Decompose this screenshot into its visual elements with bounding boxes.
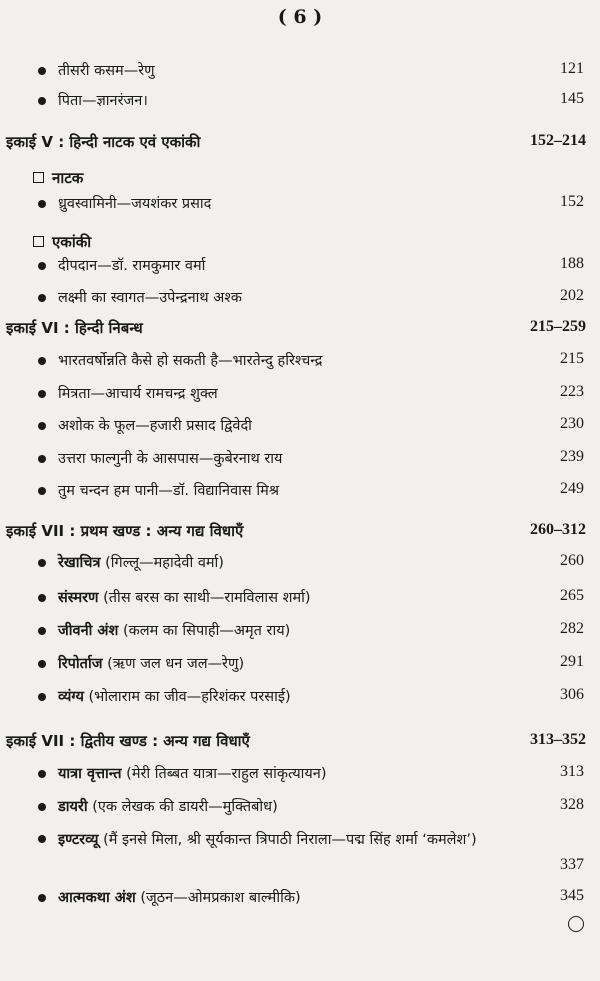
entry-title: पिता—ज्ञानरंजन। xyxy=(58,93,148,109)
entry-title xyxy=(58,887,301,907)
entry-page-number: 265 xyxy=(560,587,584,604)
entry-page-number: 145 xyxy=(560,90,584,107)
entry-work: (भोलाराम का जीव—हरिशंकर परसाई) xyxy=(83,689,291,705)
toc-entry xyxy=(0,350,600,380)
bullet-icon xyxy=(38,294,46,302)
entry-genre: इण्टरव्यू xyxy=(58,832,99,848)
toc-entry xyxy=(0,383,600,413)
entry-page-number: 313 xyxy=(560,763,584,780)
toc-entry xyxy=(0,796,600,826)
entry-page-number: 202 xyxy=(560,287,584,304)
unit-heading xyxy=(0,318,600,348)
toc-entry xyxy=(0,90,600,120)
checkbox-square-icon xyxy=(33,236,44,247)
page-number: ( 6 ) xyxy=(277,6,323,28)
entry-page-number: 215–259 xyxy=(530,318,586,335)
entry-title: इकाई VII : प्रथम खण्ड : अन्य गद्य विधाएँ xyxy=(6,522,244,540)
entry-title: दीपदान—डॉ. रामकुमार वर्मा xyxy=(58,258,206,274)
bullet-icon xyxy=(38,835,46,843)
entry-title xyxy=(58,763,327,783)
toc-entry xyxy=(0,287,600,317)
toc-entry xyxy=(0,587,600,617)
entry-title: तुम चन्दन हम पानी—डॉ. विद्यानिवास मिश्र xyxy=(58,483,280,499)
entry-genre: डायरी xyxy=(58,799,88,815)
bullet-icon xyxy=(38,693,46,701)
entry-page-number: 230 xyxy=(560,415,584,432)
bullet-icon xyxy=(38,627,46,635)
toc-entry xyxy=(0,193,600,223)
entry-title: नाटक xyxy=(52,169,84,187)
entry-work: (कलम का सिपाही—अमृत राय) xyxy=(118,623,291,639)
entry-genre: व्यंग्य xyxy=(58,689,84,705)
entry-work: (एक लेखक की डायरी—मुक्तिबोध) xyxy=(87,799,278,815)
entry-title: भारतवर्षोन्नति कैसे हो सकती है—भारतेन्दु हरिश्चन्द्र xyxy=(58,353,323,369)
entry-page-number: 152–214 xyxy=(530,132,586,149)
entry-page-number: 223 xyxy=(560,383,584,400)
entry-title: उत्तरा फाल्गुनी के आसपास—कुबेरनाथ राय xyxy=(58,451,283,467)
entry-title xyxy=(58,620,290,640)
toc-entry xyxy=(0,686,600,716)
entry-genre: रेखाचित्र xyxy=(58,555,101,571)
toc-entry xyxy=(0,552,600,582)
entry-page-number: 328 xyxy=(560,796,584,813)
unit-heading xyxy=(0,731,600,761)
entry-title xyxy=(58,686,291,706)
entry-page-number: 152 xyxy=(560,193,584,210)
entry-page-number: 215 xyxy=(560,350,584,367)
bullet-icon xyxy=(38,262,46,270)
bullet-icon xyxy=(38,803,46,811)
circle-mark-icon xyxy=(568,916,584,932)
bullet-icon xyxy=(38,67,46,75)
toc-entry xyxy=(0,828,600,873)
entry-page-number: 313–352 xyxy=(530,731,586,748)
toc-entry xyxy=(0,887,600,917)
entry-page-number: 260–312 xyxy=(530,521,586,538)
entry-title: इकाई VI : हिन्दी निबन्ध xyxy=(6,319,143,337)
entry-title: तीसरी कसम—रेणु xyxy=(58,63,155,79)
unit-heading xyxy=(0,521,600,551)
entry-page-number: 337 xyxy=(560,856,584,873)
entry-title xyxy=(58,653,244,673)
entry-title xyxy=(58,587,311,607)
bullet-icon xyxy=(38,894,46,902)
toc-entry xyxy=(0,60,600,90)
entry-title: एकांकी xyxy=(52,233,92,251)
entry-page-number: 282 xyxy=(560,620,584,637)
toc-entry xyxy=(0,480,600,510)
bullet-icon xyxy=(38,422,46,430)
bullet-icon xyxy=(38,455,46,463)
entry-page-number: 121 xyxy=(560,60,584,77)
entry-page-number: 249 xyxy=(560,480,584,497)
toc-entry xyxy=(0,448,600,478)
entry-genre: संस्मरण xyxy=(58,590,99,606)
entry-title: इकाई VII : द्वितीय खण्ड : अन्य गद्य विधाएँ xyxy=(6,732,250,750)
entry-genre: रिपोर्ताज xyxy=(58,656,103,672)
entry-title: इकाई V : हिन्दी नाटक एवं एकांकी xyxy=(6,133,201,151)
bullet-icon xyxy=(38,660,46,668)
entry-title: मित्रता—आचार्य रामचन्द्र शुक्ल xyxy=(58,386,218,402)
entry-title: ध्रुवस्वामिनी—जयशंकर प्रसाद xyxy=(58,196,212,212)
entry-page-number: 260 xyxy=(560,552,584,569)
entry-page-number: 291 xyxy=(560,653,584,670)
entry-title xyxy=(58,796,278,816)
entry-page-number: 239 xyxy=(560,448,584,465)
bullet-icon xyxy=(38,487,46,495)
bullet-icon xyxy=(38,770,46,778)
entry-page-number: 345 xyxy=(560,887,584,904)
entry-title: अशोक के फूल—हजारी प्रसाद द्विवेदी xyxy=(58,418,252,434)
entry-title: लक्ष्मी का स्वागत—उपेन्द्रनाथ अश्क xyxy=(58,290,242,306)
bullet-icon xyxy=(38,559,46,567)
toc-entry xyxy=(0,620,600,650)
entry-page-number: 306 xyxy=(560,686,584,703)
entry-work: (मेरी तिब्बत यात्रा—राहुल सांकृत्यायन) xyxy=(121,766,327,782)
bullet-icon xyxy=(38,357,46,365)
bullet-icon xyxy=(38,200,46,208)
bullet-icon xyxy=(38,594,46,602)
entry-genre: यात्रा वृत्तान्त xyxy=(58,766,122,782)
entry-title xyxy=(58,828,538,852)
entry-work: (गिल्लू—महादेवी वर्मा) xyxy=(100,555,224,571)
unit-heading xyxy=(0,132,600,162)
entry-genre: जीवनी अंश xyxy=(58,623,119,639)
entry-page-number: 188 xyxy=(560,255,584,272)
checkbox-square-icon xyxy=(33,172,44,183)
entry-title xyxy=(58,552,224,572)
bullet-icon xyxy=(38,97,46,105)
entry-genre: आत्मकथा अंश xyxy=(58,890,136,906)
toc-entry xyxy=(0,415,600,445)
entry-work: (ऋण जल धन जल—रेणु) xyxy=(102,656,245,672)
toc-entry xyxy=(0,763,600,793)
toc-entry xyxy=(0,653,600,683)
bullet-icon xyxy=(38,390,46,398)
entry-work: (मैं इनसे मिला, श्री सूर्यकान्त त्रिपाठी निराला—पद्म सिंह शर्मा ‘कमलेश’) xyxy=(98,832,477,848)
entry-work: (जूठन—ओमप्रकाश बाल्मीकि) xyxy=(135,890,301,906)
toc-entry xyxy=(0,255,600,285)
entry-work: (तीस बरस का साथी—रामविलास शर्मा) xyxy=(98,590,311,606)
